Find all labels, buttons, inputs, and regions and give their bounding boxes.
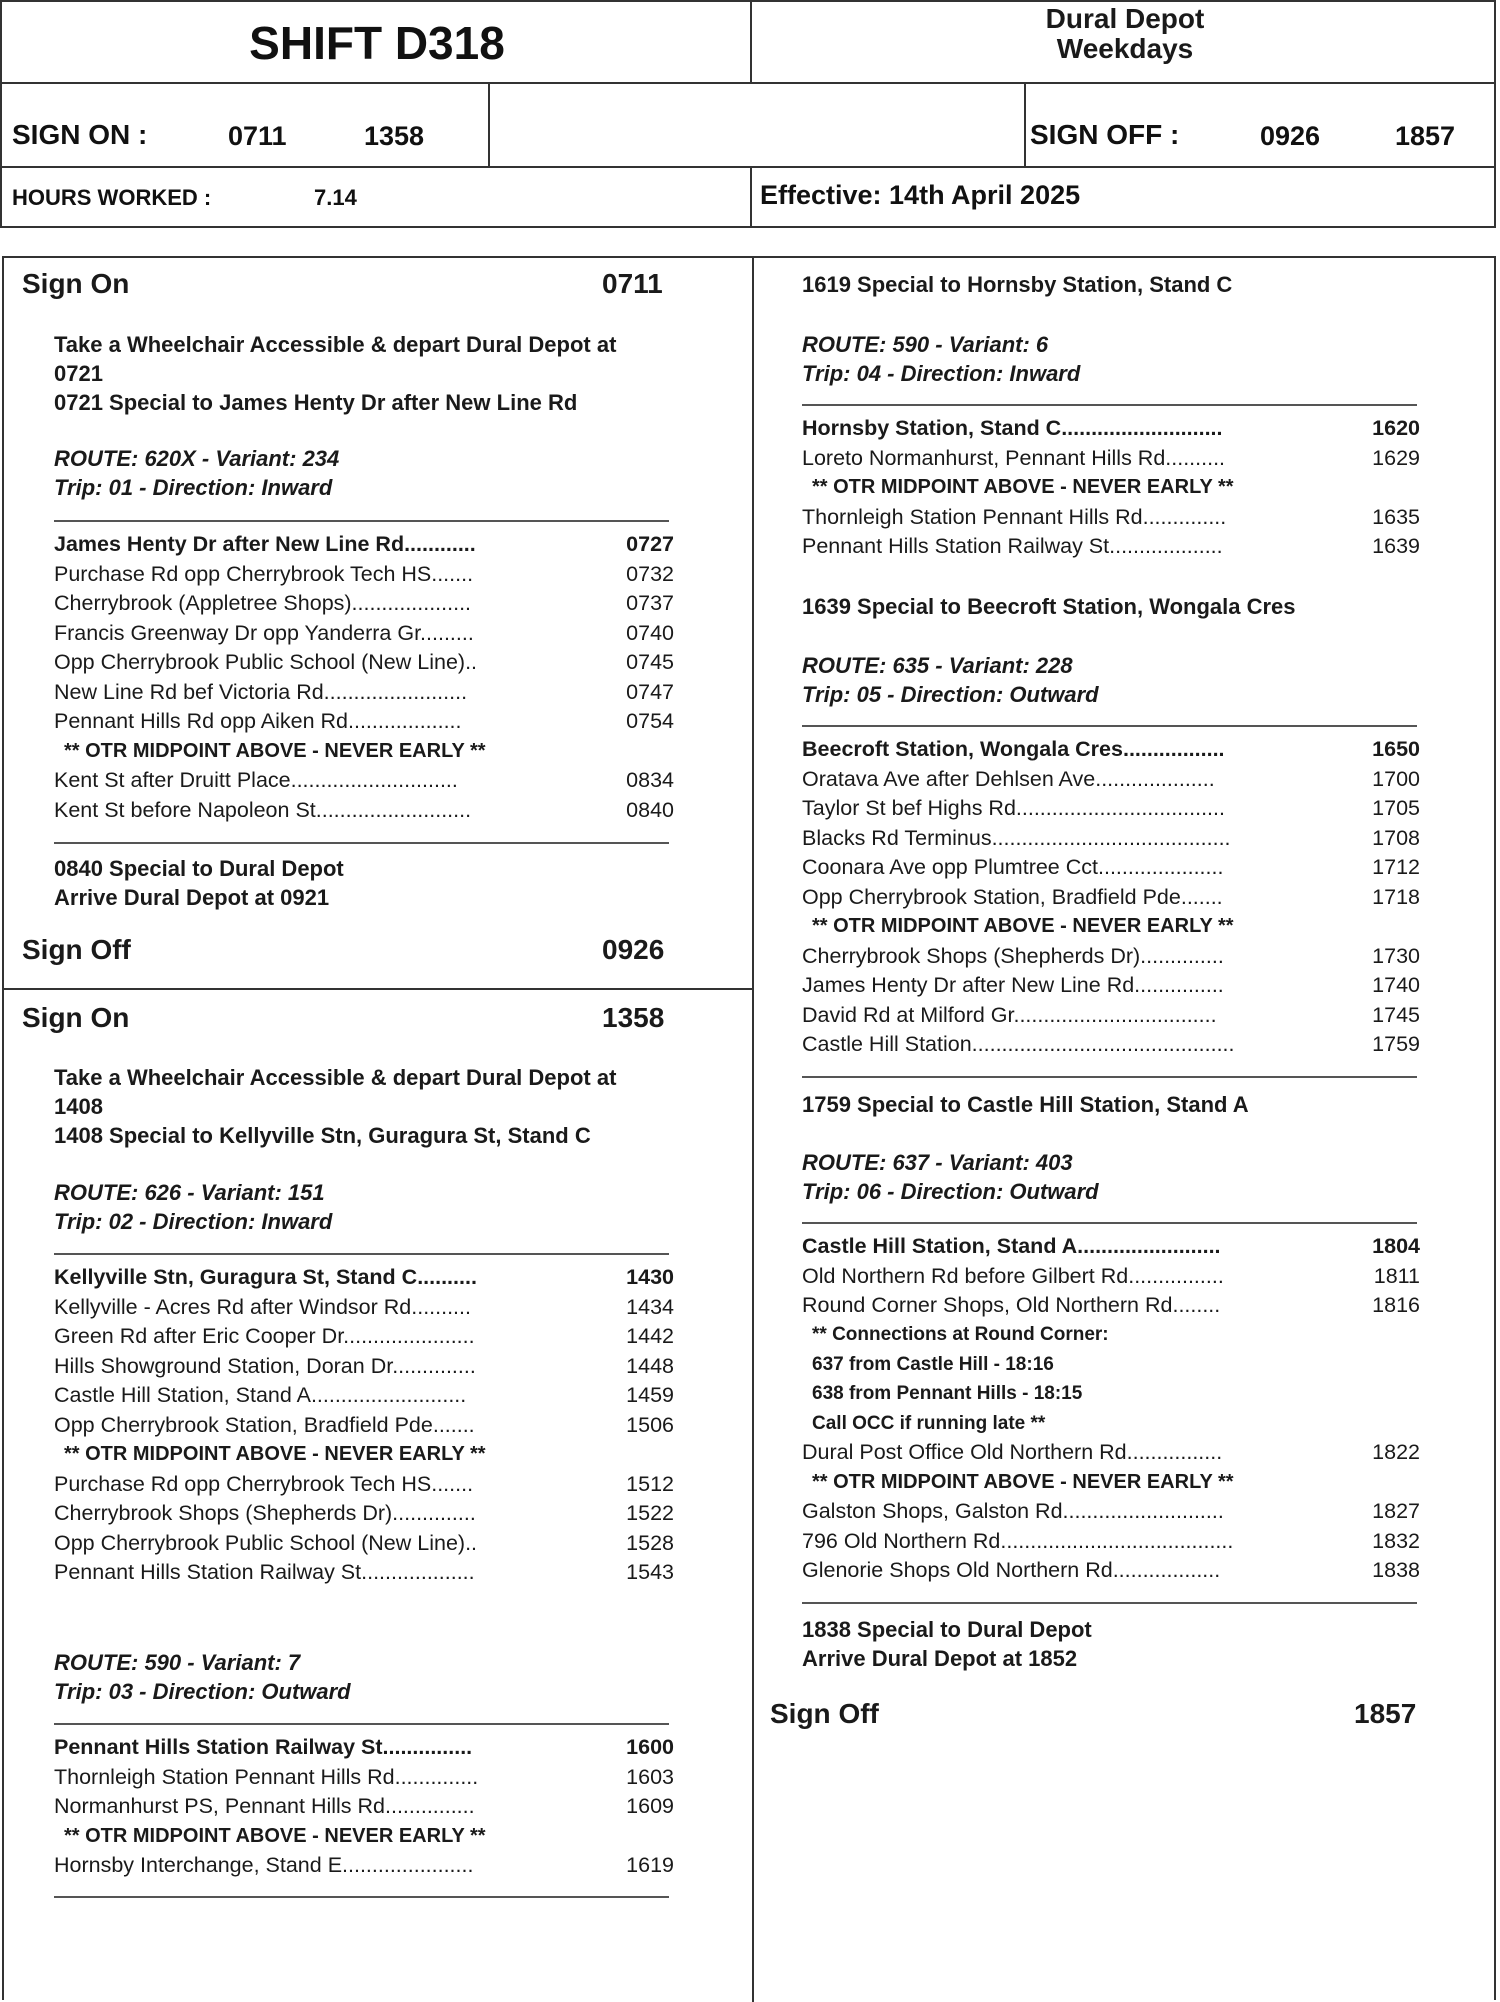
stop-name: Hornsby Station, Stand C........................... [802, 416, 1223, 440]
stop-time: 0745 [626, 650, 674, 674]
header-divider [1024, 82, 1026, 166]
sign-off-label: Sign Off [22, 934, 131, 965]
stop-list [54, 530, 674, 825]
stop-name: James Henty Dr after New Line Rd............ [54, 532, 476, 556]
separator [802, 725, 1417, 727]
stop-row [54, 707, 674, 737]
stop-name: James Henty Dr after New Line Rd............... [802, 973, 1224, 997]
return-instruction [54, 854, 344, 912]
stop-time: 1740 [1372, 973, 1420, 997]
route-info [54, 444, 339, 502]
stop-time: 1832 [1372, 1528, 1420, 1553]
stop-row [802, 1001, 1420, 1031]
stop-time: 1448 [626, 1353, 674, 1378]
stop-time: 1650 [1372, 737, 1420, 761]
route-line: ROUTE: 590 - Variant: 7 [54, 1650, 301, 1675]
stop-row [802, 735, 1420, 765]
separator [54, 1253, 669, 1255]
sign-on-time: 1358 [602, 1002, 665, 1033]
stop-time: 0840 [626, 797, 674, 822]
header-divider [488, 82, 490, 166]
shift-title: SHIFT D318 [249, 17, 505, 69]
sign-off-time-2: 1857 [1395, 121, 1456, 151]
stop-time: 1816 [1372, 1293, 1420, 1317]
stop-row [54, 1558, 674, 1588]
stop-list [802, 414, 1420, 562]
stop-name: Pennant Hills Station Railway St................... [54, 1560, 475, 1584]
sign-off-time-1: 0926 [1260, 121, 1321, 151]
sign-on-label: Sign On [22, 268, 130, 299]
route-line: ROUTE: 635 - Variant: 228 [802, 653, 1073, 678]
stop-name: New Line Rd bef Victoria Rd........................ [54, 679, 468, 704]
stop-name: David Rd at Milford Gr.................................. [802, 1002, 1217, 1027]
sign-on-time: 0711 [602, 268, 663, 299]
stop-row [802, 1556, 1420, 1586]
stop-time: 1639 [1372, 534, 1420, 558]
stop-row [54, 1851, 674, 1881]
otr-midpoint-note: ** OTR MIDPOINT ABOVE - NEVER EARLY ** [812, 476, 1234, 498]
stop-time: 1804 [1372, 1234, 1420, 1258]
stop-time: 1712 [1372, 855, 1420, 879]
stop-row [802, 503, 1420, 533]
stop-name: Castle Hill Station, Stand A.......................... [54, 1383, 467, 1407]
special-trip-title: 1619 Special to Hornsby Station, Stand C [802, 272, 1233, 297]
stop-row [54, 530, 674, 560]
hours-worked-label: HOURS WORKED : [12, 185, 212, 210]
stop-name: Round Corner Shops, Old Northern Rd........ [802, 1293, 1221, 1317]
shift-body [2, 256, 1496, 2000]
stop-name: Pennant Hills Rd opp Aiken Rd................... [54, 709, 462, 733]
right-column [754, 258, 1494, 2002]
stop-name: Hornsby Interchange, Stand E...................... [54, 1853, 474, 1877]
stop-row [54, 648, 674, 678]
stop-time: 0754 [626, 709, 674, 733]
stop-time: 1811 [1373, 1263, 1420, 1288]
stop-name: Glenorie Shops Old Northern Rd.................. [802, 1558, 1221, 1582]
stop-name: Dural Post Office Old Northern Rd................ [802, 1440, 1223, 1464]
stop-name: Loreto Normanhurst, Pennant Hills Rd.......... [802, 445, 1226, 470]
stop-time: 1603 [626, 1764, 674, 1789]
stop-row [802, 794, 1420, 824]
stop-row [54, 1352, 674, 1382]
stop-time: 1635 [1372, 504, 1420, 529]
stop-row [54, 1529, 674, 1559]
stop-time: 1430 [626, 1265, 674, 1289]
stop-list [802, 735, 1420, 1060]
stop-row [802, 853, 1420, 883]
trip-line: Trip: 06 - Direction: Outward [802, 1179, 1099, 1204]
stop-row [802, 1291, 1420, 1321]
instruction-line: Arrive Dural Depot at 0921 [54, 885, 330, 910]
stop-row [802, 1527, 1420, 1557]
stop-row [802, 883, 1420, 913]
stop-row [802, 1030, 1420, 1060]
trip-line: Trip: 02 - Direction: Inward [54, 1209, 333, 1234]
stop-row [802, 824, 1420, 854]
stop-time: 1506 [626, 1412, 674, 1437]
effective-date: Effective: 14th April 2025 [760, 180, 1081, 210]
instruction-line: 0840 Special to Dural Depot [54, 856, 344, 881]
stop-time: 1512 [626, 1471, 674, 1496]
stop-time: 1629 [1372, 445, 1420, 470]
trip-line: Trip: 03 - Direction: Outward [54, 1679, 351, 1704]
separator [802, 404, 1417, 406]
depot-name: Dural Depot [1045, 3, 1205, 34]
stop-name: Normanhurst PS, Pennant Hills Rd............... [54, 1794, 475, 1818]
instruction-line: 0721 [54, 361, 103, 386]
route-info [802, 1148, 1099, 1206]
sign-off-label: Sign Off [770, 1698, 879, 1729]
instruction-line: Take a Wheelchair Accessible & depart Dural Depot at [54, 1065, 617, 1090]
stop-row [802, 532, 1420, 562]
route-line: ROUTE: 590 - Variant: 6 [802, 332, 1049, 357]
stop-name: Kellyville Stn, Guragura St, Stand C.......... [54, 1265, 477, 1289]
stop-name: Blacks Rd Terminus........................................ [802, 825, 1231, 850]
stop-list [802, 1232, 1420, 1321]
stop-name: Purchase Rd opp Cherrybrook Tech HS....... [54, 1471, 474, 1496]
stop-time: 1620 [1372, 416, 1420, 440]
sign-off-time: 0926 [602, 934, 665, 965]
separator [54, 520, 669, 522]
stop-name: 796 Old Northern Rd....................................... [802, 1528, 1234, 1553]
stop-name: Pennant Hills Station Railway St............... [54, 1735, 473, 1759]
stop-time: 1434 [626, 1294, 674, 1319]
stop-time: 1718 [1372, 884, 1420, 909]
shift-header [0, 0, 1496, 228]
stop-list [802, 1438, 1420, 1586]
left-column [4, 258, 752, 2002]
instruction-line: 0721 Special to James Henty Dr after New Line Rd [54, 390, 578, 415]
route-line: ROUTE: 620X - Variant: 234 [54, 446, 340, 471]
stop-name: Hills Showground Station, Doran Dr.............. [54, 1353, 476, 1378]
trip-line: Trip: 04 - Direction: Inward [802, 361, 1081, 386]
route-info [802, 651, 1099, 709]
stop-row [54, 1381, 674, 1411]
trip-line: Trip: 01 - Direction: Inward [54, 475, 333, 500]
stop-row [802, 444, 1420, 474]
stop-time: 0732 [626, 561, 674, 586]
connections-note [802, 1320, 1420, 1438]
stop-time: 1459 [626, 1383, 674, 1407]
separator [802, 1602, 1417, 1604]
stop-name: Cherrybrook (Appletree Shops).................... [54, 591, 472, 615]
hours-worked-value: 7.14 [314, 185, 357, 210]
otr-midpoint-note: ** OTR MIDPOINT ABOVE - NEVER EARLY ** [64, 1443, 486, 1465]
connection-line: ** Connections at Round Corner: [812, 1324, 1109, 1345]
instruction-line: Take a Wheelchair Accessible & depart Dural Depot at [54, 332, 617, 357]
stop-time: 1745 [1372, 1002, 1420, 1027]
sign-on-time-2: 1358 [364, 121, 425, 151]
stop-time: 1759 [1372, 1032, 1420, 1056]
connection-line: 637 from Castle Hill - 18:16 [812, 1353, 1054, 1375]
stop-row [802, 414, 1420, 444]
stop-name: Kellyville - Acres Rd after Windsor Rd.......... [54, 1294, 471, 1319]
stop-row [54, 796, 674, 826]
stop-time: 0834 [626, 768, 674, 792]
stop-name: Green Rd after Eric Cooper Dr...................... [54, 1324, 475, 1348]
stop-row [802, 971, 1420, 1001]
return-instruction [802, 1615, 1092, 1673]
stop-time: 1528 [626, 1530, 674, 1555]
stop-name: Castle Hill Station............................................ [802, 1032, 1235, 1056]
instruction-line: 1408 [54, 1094, 103, 1119]
stop-row [802, 1262, 1420, 1292]
depot-info [752, 4, 1498, 64]
stop-time: 1522 [626, 1501, 674, 1525]
stop-name: Opp Cherrybrook Public School (New Line).. [54, 1530, 478, 1555]
stop-time: 0740 [626, 620, 674, 645]
day-type: Weekdays [1056, 33, 1194, 64]
stop-list [54, 1263, 674, 1588]
stop-name: Old Northern Rd before Gilbert Rd................ [802, 1263, 1224, 1288]
stop-row [54, 678, 674, 708]
otr-midpoint-note: ** OTR MIDPOINT ABOVE - NEVER EARLY ** [812, 1470, 1234, 1493]
header-divider [2, 82, 1496, 84]
sign-on-time-1: 0711 [228, 121, 287, 151]
stop-row [54, 619, 674, 649]
otr-midpoint-note: ** OTR MIDPOINT ABOVE - NEVER EARLY ** [64, 1824, 486, 1847]
depart-instruction [54, 330, 616, 417]
stop-time: 1838 [1372, 1558, 1420, 1582]
stop-time: 1827 [1372, 1499, 1420, 1523]
stop-time: 1705 [1372, 796, 1420, 820]
sign-off-time: 1857 [1354, 1698, 1417, 1729]
stop-name: Kent St before Napoleon St.......................... [54, 797, 472, 822]
stop-time: 1442 [626, 1324, 674, 1348]
header-divider [750, 166, 752, 228]
stop-name: Opp Cherrybrook Station, Bradfield Pde....... [802, 884, 1223, 909]
route-info [54, 1648, 351, 1706]
special-trip-title: 1759 Special to Castle Hill Station, Stand A [802, 1092, 1249, 1117]
instruction-line: 1408 Special to Kellyville Stn, Guragura St, Stand C [54, 1123, 591, 1148]
trip-line: Trip: 05 - Direction: Outward [802, 682, 1099, 707]
stop-time: 1730 [1372, 943, 1420, 968]
stop-row [54, 1733, 674, 1763]
stop-time: 1543 [626, 1560, 674, 1584]
stop-row [802, 942, 1420, 972]
route-line: ROUTE: 637 - Variant: 403 [802, 1150, 1073, 1175]
depart-instruction [54, 1063, 616, 1150]
stop-name: Pennant Hills Station Railway St................... [802, 534, 1223, 558]
stop-time: 1822 [1372, 1440, 1420, 1464]
stop-row [54, 1411, 674, 1441]
stop-row [54, 1763, 674, 1793]
stop-name: Opp Cherrybrook Station, Bradfield Pde....... [54, 1412, 475, 1437]
separator [802, 1076, 1417, 1078]
stop-time: 1708 [1372, 825, 1420, 850]
otr-midpoint-note: ** OTR MIDPOINT ABOVE - NEVER EARLY ** [812, 915, 1234, 937]
stop-row [54, 1792, 674, 1822]
stop-row [802, 1438, 1420, 1468]
stop-name: Castle Hill Station, Stand A........................ [802, 1234, 1221, 1258]
stop-name: Cherrybrook Shops (Shepherds Dr).............. [54, 1501, 476, 1525]
separator [54, 1723, 669, 1725]
route-info [802, 330, 1080, 388]
sign-on-label: SIGN ON : [12, 119, 148, 150]
stop-time: 1700 [1372, 766, 1420, 791]
stop-name: Taylor St bef Highs Rd................................... [802, 796, 1225, 820]
stop-list [54, 1733, 674, 1881]
stop-name: Francis Greenway Dr opp Yanderra Gr......... [54, 620, 474, 645]
stop-name: Galston Shops, Galston Rd........................... [802, 1499, 1224, 1523]
stop-row [54, 1263, 674, 1293]
stop-time: 1600 [626, 1735, 674, 1759]
sign-off-label: SIGN OFF : [1030, 119, 1180, 150]
stop-name: Kent St after Druitt Place............................ [54, 768, 458, 792]
stop-row [802, 765, 1420, 795]
stop-row [802, 1232, 1420, 1262]
separator [802, 1222, 1417, 1224]
separator [54, 1896, 669, 1898]
route-info [54, 1178, 332, 1236]
stop-name: Beecroft Station, Wongala Cres................. [802, 737, 1225, 761]
stop-time: 0727 [626, 532, 674, 556]
stop-row [54, 560, 674, 590]
stop-row [54, 1470, 674, 1500]
stop-name: Opp Cherrybrook Public School (New Line).. [54, 650, 478, 674]
stop-name: Cherrybrook Shops (Shepherds Dr).............. [802, 943, 1224, 968]
stop-row [54, 1293, 674, 1323]
stop-time: 1609 [626, 1794, 674, 1818]
stop-row [54, 1499, 674, 1529]
stop-row [54, 589, 674, 619]
stop-name: Coonara Ave opp Plumtree Cct..................... [802, 855, 1224, 879]
route-line: ROUTE: 626 - Variant: 151 [54, 1180, 325, 1205]
special-trip-title: 1639 Special to Beecroft Station, Wongala Cres [802, 594, 1296, 619]
stop-time: 0737 [626, 591, 674, 615]
stop-row [802, 1497, 1420, 1527]
instruction-line: 1838 Special to Dural Depot [802, 1617, 1092, 1642]
separator [54, 842, 669, 844]
stop-name: Thornleigh Station Pennant Hills Rd.............. [802, 504, 1227, 529]
stop-time: 0747 [626, 679, 674, 704]
otr-midpoint-note: ** OTR MIDPOINT ABOVE - NEVER EARLY ** [64, 739, 486, 762]
stop-time: 1619 [626, 1853, 674, 1877]
stop-row [54, 766, 674, 796]
sign-on-label: Sign On [22, 1002, 130, 1033]
instruction-line: Arrive Dural Depot at 1852 [802, 1646, 1078, 1671]
connection-line: 638 from Pennant Hills - 18:15 [812, 1383, 1083, 1404]
stop-name: Purchase Rd opp Cherrybrook Tech HS....... [54, 561, 474, 586]
stop-name: Thornleigh Station Pennant Hills Rd.............. [54, 1764, 479, 1789]
connection-line: Call OCC if running late ** [812, 1412, 1046, 1434]
stop-name: Oratava Ave after Dehlsen Ave.................... [802, 766, 1215, 791]
header-divider [2, 166, 1496, 168]
stop-row [54, 1322, 674, 1352]
